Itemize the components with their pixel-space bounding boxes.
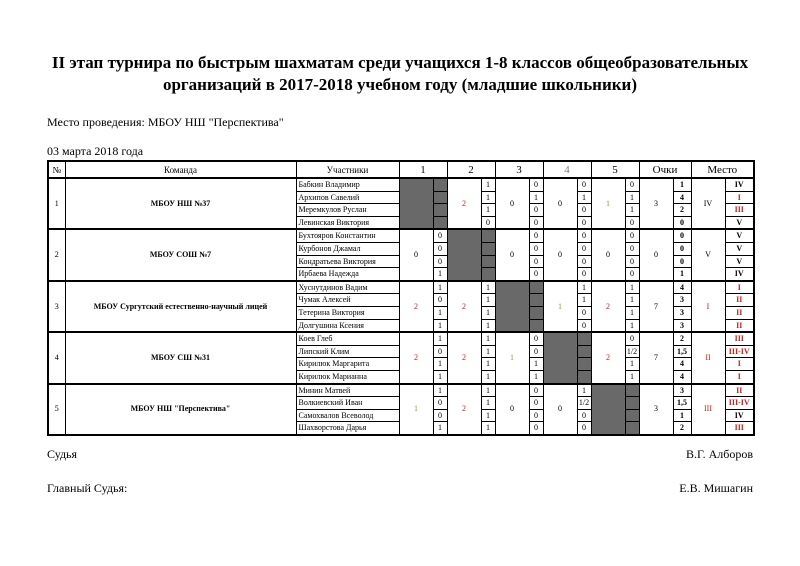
board-result: 1 <box>625 358 639 371</box>
team-round-result: 2 <box>447 384 481 435</box>
team-round-result: 0 <box>543 178 577 229</box>
board-result: 1 <box>529 358 543 371</box>
participant-points: 3 <box>673 306 691 319</box>
diagonal-subcell <box>433 204 447 217</box>
diagonal-subcell <box>577 358 591 371</box>
board-result: 1 <box>625 294 639 307</box>
board-result: 0 <box>577 178 591 191</box>
board-result: 1 <box>625 281 639 294</box>
team-round-result: 1 <box>543 281 577 332</box>
date-line: 03 марта 2018 года <box>47 144 144 158</box>
team-number: 1 <box>48 178 65 229</box>
participant-name: Меремкулов Руслан <box>296 204 399 217</box>
team-number: 5 <box>48 384 65 435</box>
board-result: 0 <box>529 422 543 435</box>
participant-points: 3 <box>673 294 691 307</box>
participant-points: 3 <box>673 384 691 397</box>
participant-name: Кирилюк Марианна <box>296 370 399 383</box>
team-round-result: 1 <box>495 332 529 383</box>
team-points: 7 <box>639 332 673 383</box>
participant-name: Самохвалов Всеволод <box>296 409 399 422</box>
diagonal-subcell <box>577 332 591 345</box>
board-result: 0 <box>529 268 543 281</box>
team-place: III <box>691 384 725 435</box>
diagonal-subcell <box>625 397 639 410</box>
col-header-round-2: 2 <box>447 161 495 178</box>
team-number: 2 <box>48 229 65 280</box>
board-result: 0 <box>577 422 591 435</box>
team-points: 0 <box>639 229 673 280</box>
team-round-result: 1 <box>591 178 625 229</box>
board-result: 1 <box>625 306 639 319</box>
team-name: МБОУ НШ "Перспектива" <box>65 384 296 435</box>
diagonal-subcell <box>625 409 639 422</box>
participant-name: Липский Клим <box>296 345 399 358</box>
participant-points: 1 <box>673 178 691 191</box>
diagonal-cell <box>543 332 577 383</box>
diagonal-subcell <box>529 281 543 294</box>
team-round-result: 0 <box>543 384 577 435</box>
page-title <box>47 0 753 96</box>
board-result: 0 <box>529 409 543 422</box>
participant-points: 4 <box>673 370 691 383</box>
team-round-result: 2 <box>447 178 481 229</box>
board-result: 1 <box>481 191 495 204</box>
diagonal-subcell <box>481 242 495 255</box>
participant-points: 2 <box>673 422 691 435</box>
board-result: 1 <box>481 332 495 345</box>
board-result: 1 <box>577 281 591 294</box>
participant-points: 2 <box>673 204 691 217</box>
board-result: 1 <box>433 422 447 435</box>
board-result: 1 <box>625 319 639 332</box>
board-result: 0 <box>433 229 447 242</box>
participant-row <box>48 178 754 191</box>
board-result: 1 <box>433 384 447 397</box>
participant-points: 0 <box>673 229 691 242</box>
diagonal-cell <box>447 229 481 280</box>
chief-judge-name: Е.В. Мишагин <box>679 480 753 495</box>
board-result: 0 <box>625 178 639 191</box>
board-result: 0 <box>577 216 591 229</box>
col-header-round-4: 4 <box>543 161 591 178</box>
diagonal-subcell <box>529 306 543 319</box>
participant-name: Коев Глеб <box>296 332 399 345</box>
board-result: 0 <box>577 242 591 255</box>
diagonal-subcell <box>625 384 639 397</box>
participant-place: III <box>725 422 754 435</box>
team-round-result: 2 <box>447 332 481 383</box>
board-result: 1 <box>481 370 495 383</box>
team-round-result: 0 <box>591 229 625 280</box>
board-result: 0 <box>577 319 591 332</box>
team-round-result: 0 <box>399 229 433 280</box>
col-header-num: № <box>48 161 65 178</box>
team-round-result: 2 <box>447 281 481 332</box>
participant-place: V <box>725 242 754 255</box>
diagonal-subcell <box>529 294 543 307</box>
board-result: 1 <box>481 397 495 410</box>
participant-name: Архипов Савелий <box>296 191 399 204</box>
board-result: 0 <box>625 255 639 268</box>
board-result: 1 <box>481 384 495 397</box>
participant-points: 4 <box>673 281 691 294</box>
team-round-result: 0 <box>495 384 529 435</box>
diagonal-subcell <box>529 319 543 332</box>
team-points: 3 <box>639 384 673 435</box>
team-number: 4 <box>48 332 65 383</box>
venue-line: Место проведения: МБОУ НШ "Перспектива" <box>47 115 284 129</box>
diagonal-subcell <box>433 178 447 191</box>
participant-name: Волкиевский Иван <box>296 397 399 410</box>
team-number: 3 <box>48 281 65 332</box>
chief-judge-row <box>47 481 753 496</box>
participant-points: 1,5 <box>673 397 691 410</box>
participant-points: 0 <box>673 255 691 268</box>
board-result: 1 <box>433 358 447 371</box>
team-points: 3 <box>639 178 673 229</box>
participant-name: Хуснутдинов Вадим <box>296 281 399 294</box>
board-result: 0 <box>529 229 543 242</box>
participant-row <box>48 384 754 397</box>
board-result: 0 <box>625 332 639 345</box>
participant-points: 4 <box>673 191 691 204</box>
participant-place: III <box>725 332 754 345</box>
board-result: 1 <box>481 294 495 307</box>
board-result: 0 <box>577 268 591 281</box>
board-result: 0 <box>577 409 591 422</box>
team-place: I <box>691 281 725 332</box>
team-place: V <box>691 229 725 280</box>
diagonal-subcell <box>481 268 495 281</box>
participant-place: II <box>725 294 754 307</box>
participant-row <box>48 229 754 242</box>
participant-points: 0 <box>673 216 691 229</box>
board-result: 1/2 <box>625 345 639 358</box>
team-name: МБОУ СОШ №7 <box>65 229 296 280</box>
board-result: 1 <box>481 204 495 217</box>
participant-row <box>48 281 754 294</box>
team-points: 7 <box>639 281 673 332</box>
team-round-result: 0 <box>495 229 529 280</box>
participant-points: 1 <box>673 409 691 422</box>
board-result: 1 <box>481 178 495 191</box>
team-name: МБОУ Сургутский естественно-научный лицей <box>65 281 296 332</box>
page-title-line1: II этап турнира по быстрым шахматам среди учащихся 1-8 классов общеобразовательных <box>51 53 749 72</box>
board-result: 0 <box>577 204 591 217</box>
board-result: 1 <box>625 370 639 383</box>
page-title-line2: организаций в 2017-2018 учебном году (младшие школьники) <box>162 75 638 94</box>
board-result: 1 <box>481 306 495 319</box>
participant-place: IV <box>725 178 754 191</box>
board-result: 0 <box>529 204 543 217</box>
diagonal-cell <box>591 384 625 435</box>
participant-points: 0 <box>673 242 691 255</box>
col-header-place: Место <box>691 161 754 178</box>
diagonal-subcell <box>433 191 447 204</box>
participant-name: Шахворстова Дарья <box>296 422 399 435</box>
board-result: 0 <box>529 216 543 229</box>
board-result: 1 <box>481 409 495 422</box>
diagonal-subcell <box>433 216 447 229</box>
col-header-round-5: 5 <box>591 161 639 178</box>
participant-name: Ирбаева Надежда <box>296 268 399 281</box>
team-round-result: 2 <box>399 332 433 383</box>
participant-place: III <box>725 204 754 217</box>
col-header-round-1: 1 <box>399 161 447 178</box>
team-name: МБОУ НШ №37 <box>65 178 296 229</box>
participant-name: Кирилюк Маргарита <box>296 358 399 371</box>
diagonal-subcell <box>577 345 591 358</box>
board-result: 0 <box>529 242 543 255</box>
diagonal-subcell <box>481 255 495 268</box>
participant-place: V <box>725 229 754 242</box>
board-result: 1/2 <box>577 397 591 410</box>
board-result: 0 <box>529 345 543 358</box>
participant-place: I <box>725 358 754 371</box>
col-header-team: Команда <box>65 161 296 178</box>
board-result: 1 <box>433 319 447 332</box>
board-result: 1 <box>481 319 495 332</box>
col-header-round-3: 3 <box>495 161 543 178</box>
participant-points: 1,5 <box>673 345 691 358</box>
participant-points: 4 <box>673 358 691 371</box>
participant-points: 2 <box>673 332 691 345</box>
board-result: 0 <box>433 397 447 410</box>
board-result: 1 <box>481 281 495 294</box>
board-result: 0 <box>625 216 639 229</box>
diagonal-cell <box>495 281 529 332</box>
participant-name: Бухтояров Константин <box>296 229 399 242</box>
board-result: 1 <box>481 422 495 435</box>
col-header-points: Очки <box>639 161 691 178</box>
board-result: 1 <box>529 370 543 383</box>
board-result: 0 <box>529 178 543 191</box>
board-result: 0 <box>577 255 591 268</box>
participant-name: Долгушина Ксения <box>296 319 399 332</box>
judge-label: Судья <box>47 446 78 461</box>
participant-place: IV <box>725 409 754 422</box>
participant-place: I <box>725 370 754 383</box>
board-result: 1 <box>433 281 447 294</box>
board-result: 1 <box>577 384 591 397</box>
board-result: 0 <box>433 409 447 422</box>
board-result: 0 <box>433 294 447 307</box>
participant-place: V <box>725 255 754 268</box>
board-result: 0 <box>625 242 639 255</box>
participant-name: Кондратьева Виктория <box>296 255 399 268</box>
team-round-result: 2 <box>399 281 433 332</box>
participant-name: Левинская Виктория <box>296 216 399 229</box>
participant-place: III-IV <box>725 397 754 410</box>
participant-row <box>48 332 754 345</box>
participant-name: Тетерина Виктория <box>296 306 399 319</box>
results-table <box>47 160 755 436</box>
board-result: 0 <box>577 306 591 319</box>
board-result: 0 <box>625 268 639 281</box>
board-result: 1 <box>625 204 639 217</box>
board-result: 1 <box>577 294 591 307</box>
participant-place: V <box>725 216 754 229</box>
board-result: 0 <box>625 229 639 242</box>
judge-name: В.Г. Алборов <box>685 446 753 461</box>
team-round-result: 2 <box>591 281 625 332</box>
participant-place: I <box>725 281 754 294</box>
board-result: 0 <box>529 255 543 268</box>
board-result: 0 <box>433 255 447 268</box>
board-result: 0 <box>529 384 543 397</box>
board-result: 0 <box>433 345 447 358</box>
team-name: МБОУ СШ №31 <box>65 332 296 383</box>
board-result: 0 <box>481 216 495 229</box>
board-result: 1 <box>433 370 447 383</box>
participant-place: II <box>725 384 754 397</box>
board-result: 1 <box>577 191 591 204</box>
participant-place: I <box>725 191 754 204</box>
board-result: 1 <box>481 358 495 371</box>
participant-name: Бабкин Владимир <box>296 178 399 191</box>
board-result: 1 <box>433 306 447 319</box>
team-round-result: 2 <box>591 332 625 383</box>
board-result: 1 <box>529 191 543 204</box>
participant-place: II <box>725 306 754 319</box>
board-result: 0 <box>529 397 543 410</box>
judge-row <box>47 447 753 462</box>
team-round-result: 1 <box>399 384 433 435</box>
header-row <box>48 161 754 178</box>
chief-judge-label: Главный Судья: <box>47 480 128 495</box>
participant-name: Минин Матвей <box>296 384 399 397</box>
team-place: II <box>691 332 725 383</box>
board-result: 1 <box>625 191 639 204</box>
participant-points: 1 <box>673 268 691 281</box>
diagonal-cell <box>399 178 433 229</box>
team-place: IV <box>691 178 725 229</box>
board-result: 1 <box>433 268 447 281</box>
diagonal-subcell <box>625 422 639 435</box>
participant-place: II <box>725 319 754 332</box>
board-result: 1 <box>433 332 447 345</box>
board-result: 0 <box>529 332 543 345</box>
participant-place: IV <box>725 268 754 281</box>
board-result: 0 <box>433 242 447 255</box>
board-result: 1 <box>481 345 495 358</box>
diagonal-subcell <box>481 229 495 242</box>
col-header-participants: Участники <box>296 161 399 178</box>
participant-points: 3 <box>673 319 691 332</box>
team-round-result: 0 <box>543 229 577 280</box>
board-result: 0 <box>577 229 591 242</box>
participant-name: Чумак Алексей <box>296 294 399 307</box>
diagonal-subcell <box>577 370 591 383</box>
participant-place: III-IV <box>725 345 754 358</box>
team-round-result: 0 <box>495 178 529 229</box>
participant-name: Курбонов Джамал <box>296 242 399 255</box>
